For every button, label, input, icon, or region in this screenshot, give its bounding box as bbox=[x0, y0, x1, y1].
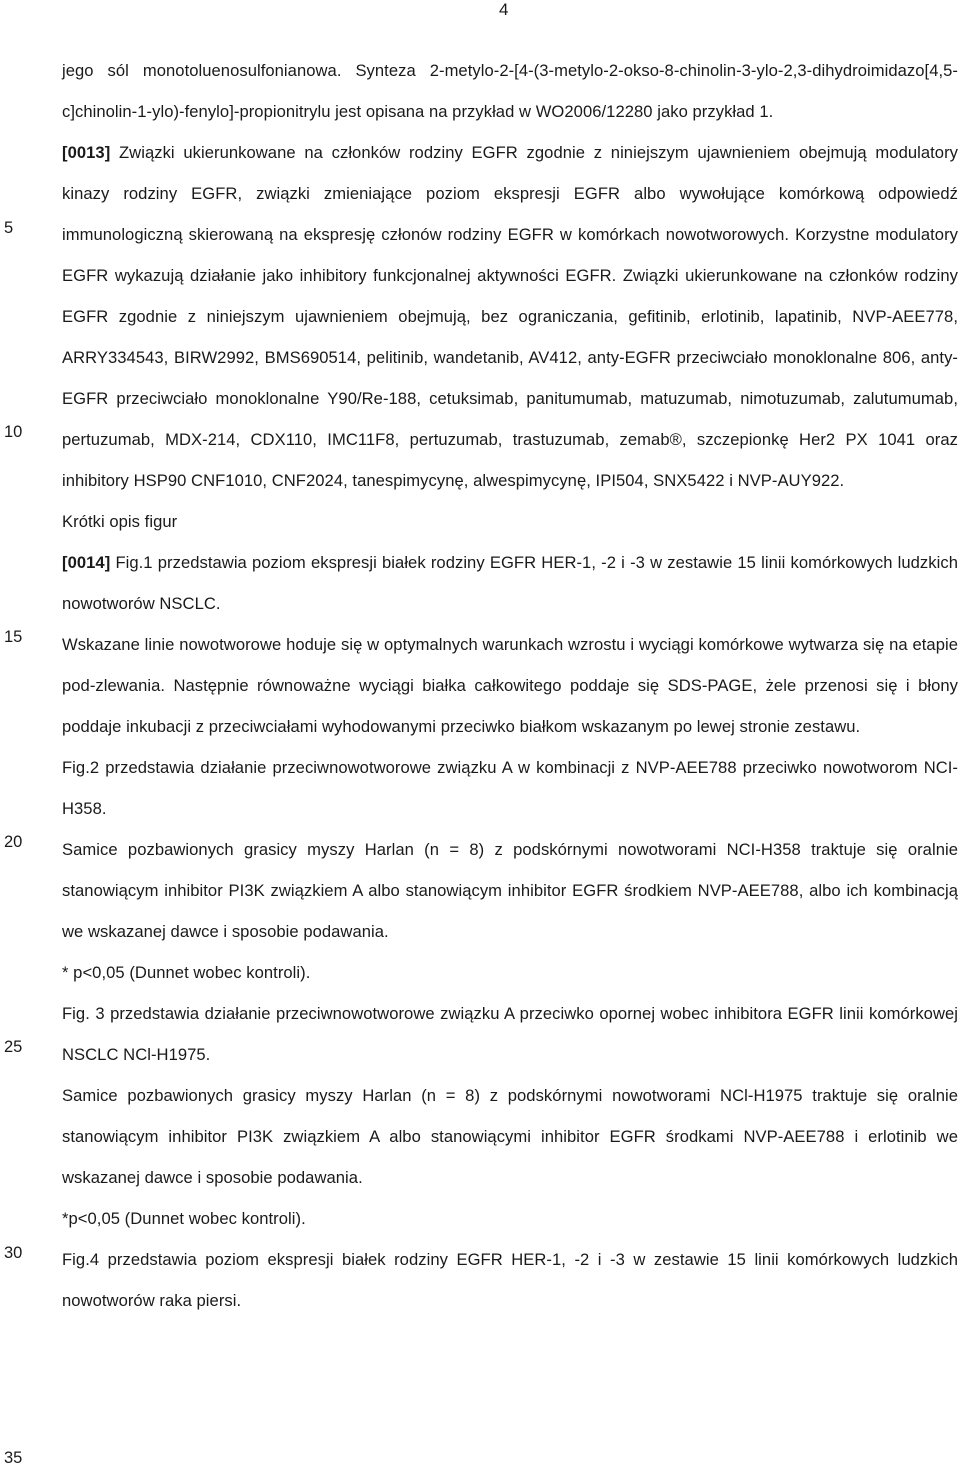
document-body bbox=[62, 50, 958, 1321]
paragraph-fig2: Fig.2 przedstawia działanie przeciwnowotworowe związku A w kombinacji z NVP-AEE788 przeciwko nowotworom NCI-H358. bbox=[62, 758, 958, 818]
paragraph-fig3: Fig. 3 przedstawia działanie przeciwnowotworowe związku A przeciwko opornej wobec inhibitora EGFR linii komórkowej NSCLC NCl-H1975. bbox=[62, 1004, 958, 1064]
paragraph-fig2-footnote: * p<0,05 (Dunnet wobec kontroli). bbox=[62, 963, 311, 982]
paragraph-0014: [0014] Fig.1 przedstawia poziom ekspresji białek rodziny EGFR HER-1, -2 i -3 w zestawie 15 linii komórkowych ludzkich nowotworów NSCLC. bbox=[62, 553, 958, 613]
paragraph-0013: [0013] Związki ukierunkowane na członków rodziny EGFR zgodnie z niniejszym ujawnieniem obejmują modulatory kinazy rodziny EGFR, związki zmieniające poziom ekspresji EGFR albo wywołujące komórkową odpowiedź immunologiczną skierowaną na ekspresję członów rodziny EGFR w komórkach nowotworowych. Korzystne modulatory EGFR wykazują działanie jako inhibitory funkcjonalnej aktywności EGFR. Związki ukierunkowane na członków rodziny EGFR zgodnie z niniejszym ujawnieniem obejmują, bez ograniczania, gefitinib, erlotinib, lapatinib, NVP-AEE778, ARRY334543, BIRW2992, BMS690514, pelitinib, wandetanib, AV412, anty-EGFR przeciwciało monoklonalne 806, anty-EGFR przeciwciało monoklonalne Y90/Re-188, cetuksimab, panitumumab, matuzumab, nimotuzumab, zalutumumab, pertuzumab, MDX-214, CDX110, IMC11F8, pertuzumab, trastuzumab, zemab®, szczepionkę Her2 PX 1041 oraz inhibitory HSP90 CNF1010, CNF2024, tanespimycynę, alwespimycynę, IPI504, SNX5422 i NVP-AUY922. bbox=[62, 143, 958, 490]
paragraph-fig1-method: Wskazane linie nowotworowe hoduje się w optymalnych warunkach wzrostu i wyciągi komórkowe wytwarza się na etapie pod-zlewania. Następnie równoważne wyciągi białka całkowitego poddaje się SDS-PAGE, żele przenosi się i błony poddaje inkubacji z przeciwciałami wyhodowanymi przeciwko białkom wskazanym po lewej stronie zestawu. bbox=[62, 635, 958, 736]
paragraph-fig3-method: Samice pozbawionych grasicy myszy Harlan (n = 8) z podskórnymi nowotworami NCl-H1975 traktuje się oralnie stanowiącym inhibitor PI3K związkiem A albo stanowiącymi inhibitor EGFR środkami NVP-AEE788 i erlotinib we wskazanej dawce i sposobie podawania. bbox=[62, 1086, 958, 1187]
paragraph-fig3-footnote: *p<0,05 (Dunnet wobec kontroli). bbox=[62, 1209, 306, 1228]
line-number-15: 15 bbox=[4, 628, 23, 646]
paragraph-synthesis-intro: jego sól monotoluenosulfonianowa. Synteza 2-metylo-2-[4-(3-metylo-2-okso-8-chinolin-3-ylo-2,3-dihydroimidazo[4,5-c]chinolin-1-ylo)-fenylo]-propionitrylu jest opisana na przykład w WO2006/12280 jako przykład 1. bbox=[62, 61, 958, 121]
line-number-30: 30 bbox=[4, 1244, 23, 1262]
line-number-35: 35 bbox=[4, 1449, 23, 1467]
page-number: 4 bbox=[499, 0, 509, 19]
line-number-20: 20 bbox=[4, 833, 23, 851]
line-number-5: 5 bbox=[4, 219, 14, 237]
paragraph-fig4: Fig.4 przedstawia poziom ekspresji białek rodziny EGFR HER-1, -2 i -3 w zestawie 15 linii komórkowych ludzkich nowotworów raka piersi. bbox=[62, 1250, 958, 1310]
line-number-25: 25 bbox=[4, 1038, 23, 1056]
line-number-10: 10 bbox=[4, 423, 23, 441]
section-heading-figures: Krótki opis figur bbox=[62, 512, 178, 531]
paragraph-fig2-method: Samice pozbawionych grasicy myszy Harlan (n = 8) z podskórnymi nowotworami NCI-H358 traktuje się oralnie stanowiącym inhibitor PI3K związkiem A albo stanowiącym inhibitor EGFR środkiem NVP-AEE788, albo ich kombinacją we wskazanej dawce i sposobie podawania. bbox=[62, 840, 958, 941]
